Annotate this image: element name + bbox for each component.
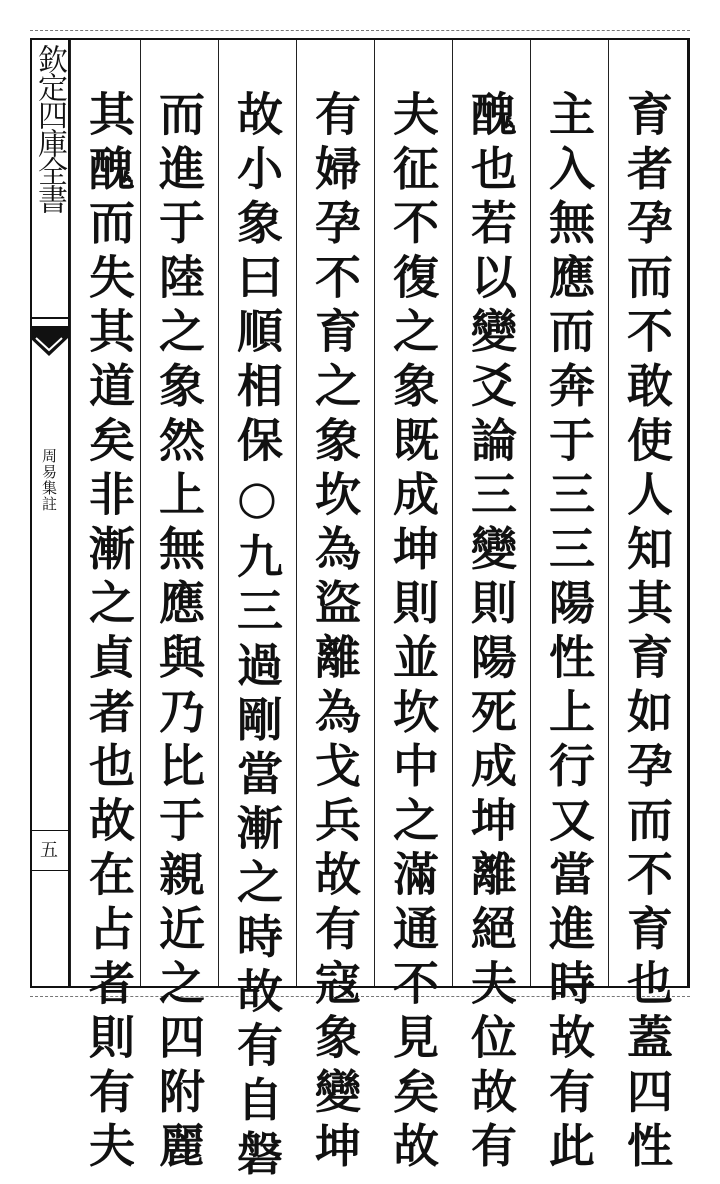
collection-title: 欽定四庫全書 bbox=[32, 44, 67, 212]
text-column-3 bbox=[452, 40, 530, 1176]
text-column-4 bbox=[374, 40, 452, 1176]
top-rule bbox=[30, 30, 690, 31]
column-text: 夫征不復之象既成坤則並坎中之滿通不見矣故 bbox=[386, 90, 440, 1176]
text-column-1 bbox=[608, 40, 686, 1176]
text-column-8 bbox=[70, 40, 148, 1176]
folio-rule-bottom bbox=[30, 870, 68, 871]
column-text: 主入無應而奔于三三陽性上行又當進時故有此 bbox=[542, 90, 596, 1176]
column-text: 其醜而失其道矣非漸之貞者也故在占者則有夫 bbox=[82, 90, 136, 1176]
book-title: 周易集註 bbox=[40, 448, 58, 512]
text-column-5 bbox=[296, 40, 374, 1176]
column-text: 有婦孕不育之象坎為盜離為戈兵故有寇象變坤 bbox=[308, 90, 362, 1176]
folio-number: 五 bbox=[40, 840, 58, 861]
column-text: 而進于陸之象然上無應與乃比于親近之四附麗 bbox=[152, 90, 206, 1176]
text-column-2 bbox=[530, 40, 608, 1176]
margin-column bbox=[30, 38, 70, 988]
column-text: 醜也若以變爻論三變則陽死成坤離絕夫位故有 bbox=[464, 90, 518, 1176]
text-column-6 bbox=[218, 40, 296, 1184]
fish-tail-mark bbox=[30, 316, 68, 356]
column-text: 故小象曰順相保○九三過剛當漸之時故有自磐 bbox=[230, 90, 284, 1184]
column-text: 育者孕而不敢使人知其育如孕而不育也蓋四性 bbox=[620, 90, 674, 1176]
text-column-7 bbox=[140, 40, 218, 1176]
folio-rule-top bbox=[30, 830, 68, 831]
